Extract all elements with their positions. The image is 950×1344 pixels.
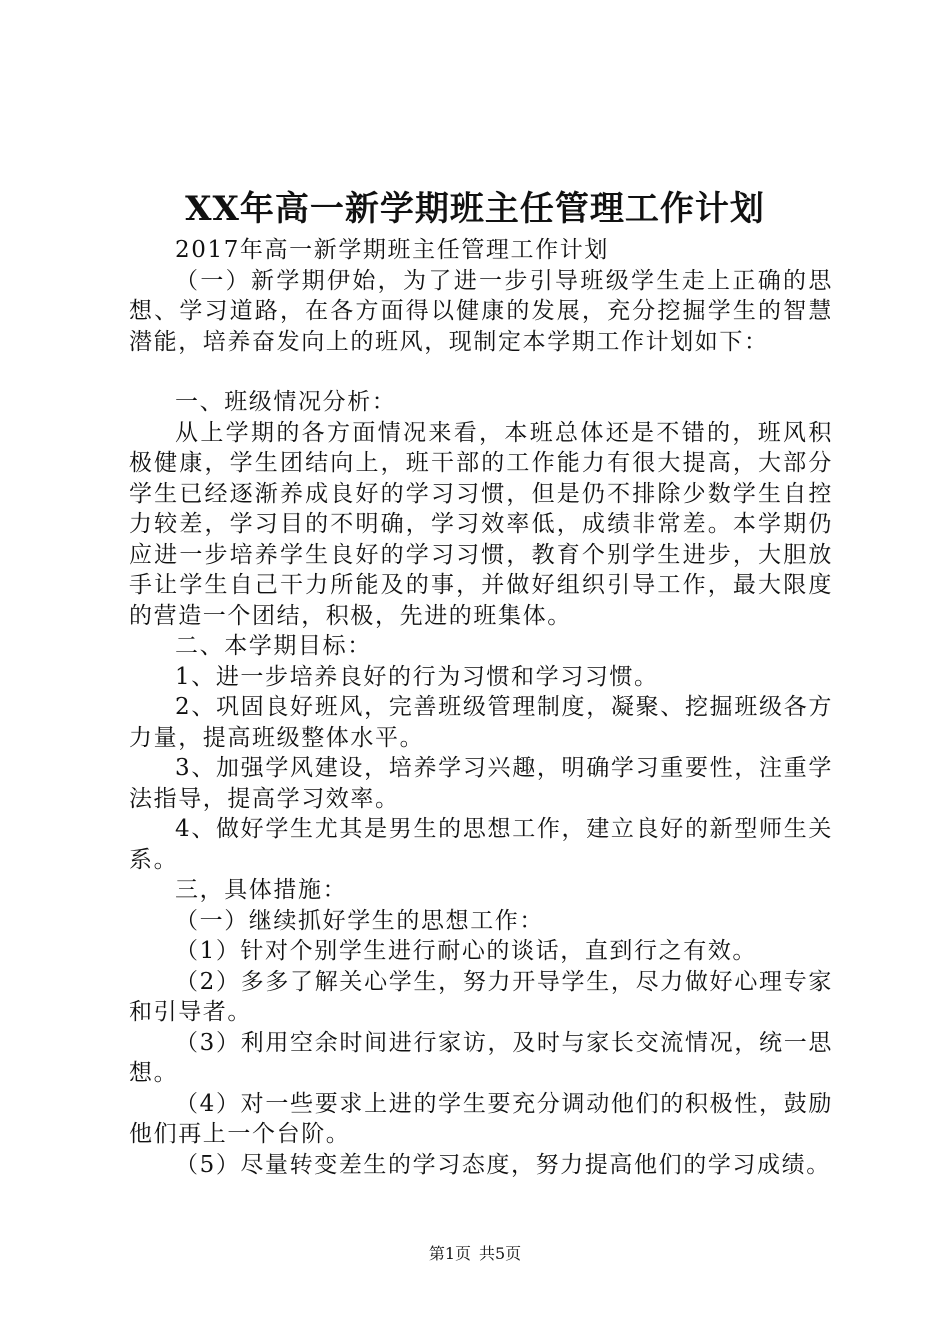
- list-item: （4）对一些要求上进的学生要充分调动他们的积极性，鼓励他们再上一个台阶。: [129, 1090, 833, 1147]
- list-item: （1）针对个别学生进行耐心的谈话，直到行之有效。: [175, 938, 758, 964]
- page-total: 共5页: [479, 1244, 522, 1263]
- section-heading: 一、班级情况分析：: [175, 389, 397, 415]
- document-body: [129, 235, 833, 1180]
- list-item: 4、做好学生尤其是男生的思想工作，建立良好的新型师生关系。: [129, 816, 833, 873]
- section-heading: 三，具体措施：: [175, 877, 348, 903]
- list-item: 2、巩固良好班风，完善班级管理制度，凝聚、挖掘班级各方力量，提高班级整体水平。: [129, 694, 833, 751]
- document-title: XX年高一新学期班主任管理工作计划: [185, 189, 765, 229]
- list-item: （5）尽量转变差生的学习态度，努力提高他们的学习成绩。: [175, 1151, 831, 1178]
- paragraph: （一）新学期伊始，为了进一步引导班级学生走上正确的思想、学习道路，在各方面得以健康的发展，充分挖掘学生的智慧潜能，培养奋发向上的班风，现制定本学期工作计划如下：: [129, 267, 833, 355]
- section-heading: 二、本学期目标：: [175, 633, 372, 659]
- list-item: （2）多多了解关心学生，努力开导学生，尽力做好心理专家和引导者。: [129, 968, 833, 1025]
- paragraph: 从上学期的各方面情况来看，本班总体还是不错的，班风积极健康，学生团结向上，班干部的工作能力有很大提高，大部分学生已经逐渐养成良好的学习习惯，但是仍不排除少数学生自控力较差，学习目的不明确，学习效率低，成绩非常差。本学期仍应进一步培养学生良好的学习习惯，教育个别学生进步，大胆放手让学生自己干力所能及的事，并做好组织引导工作，最大限度的营造一个团结，积极，先进的班集体。: [129, 419, 833, 629]
- list-item: （3）利用空余时间进行家访，及时与家长交流情况，统一思想。: [129, 1029, 833, 1086]
- page-number: 第1页: [428, 1244, 471, 1263]
- list-item: 3、加强学风建设，培养学习兴趣，明确学习重要性，注重学法指导，提高学习效率。: [129, 755, 833, 812]
- paragraph: 2017年高一新学期班主任管理工作计划: [175, 237, 609, 263]
- subsection-heading: （一）继续抓好学生的思想工作：: [175, 907, 544, 934]
- list-item: 1、进一步培养良好的行为习惯和学习习惯。: [175, 663, 659, 690]
- page-footer: [0, 1243, 950, 1265]
